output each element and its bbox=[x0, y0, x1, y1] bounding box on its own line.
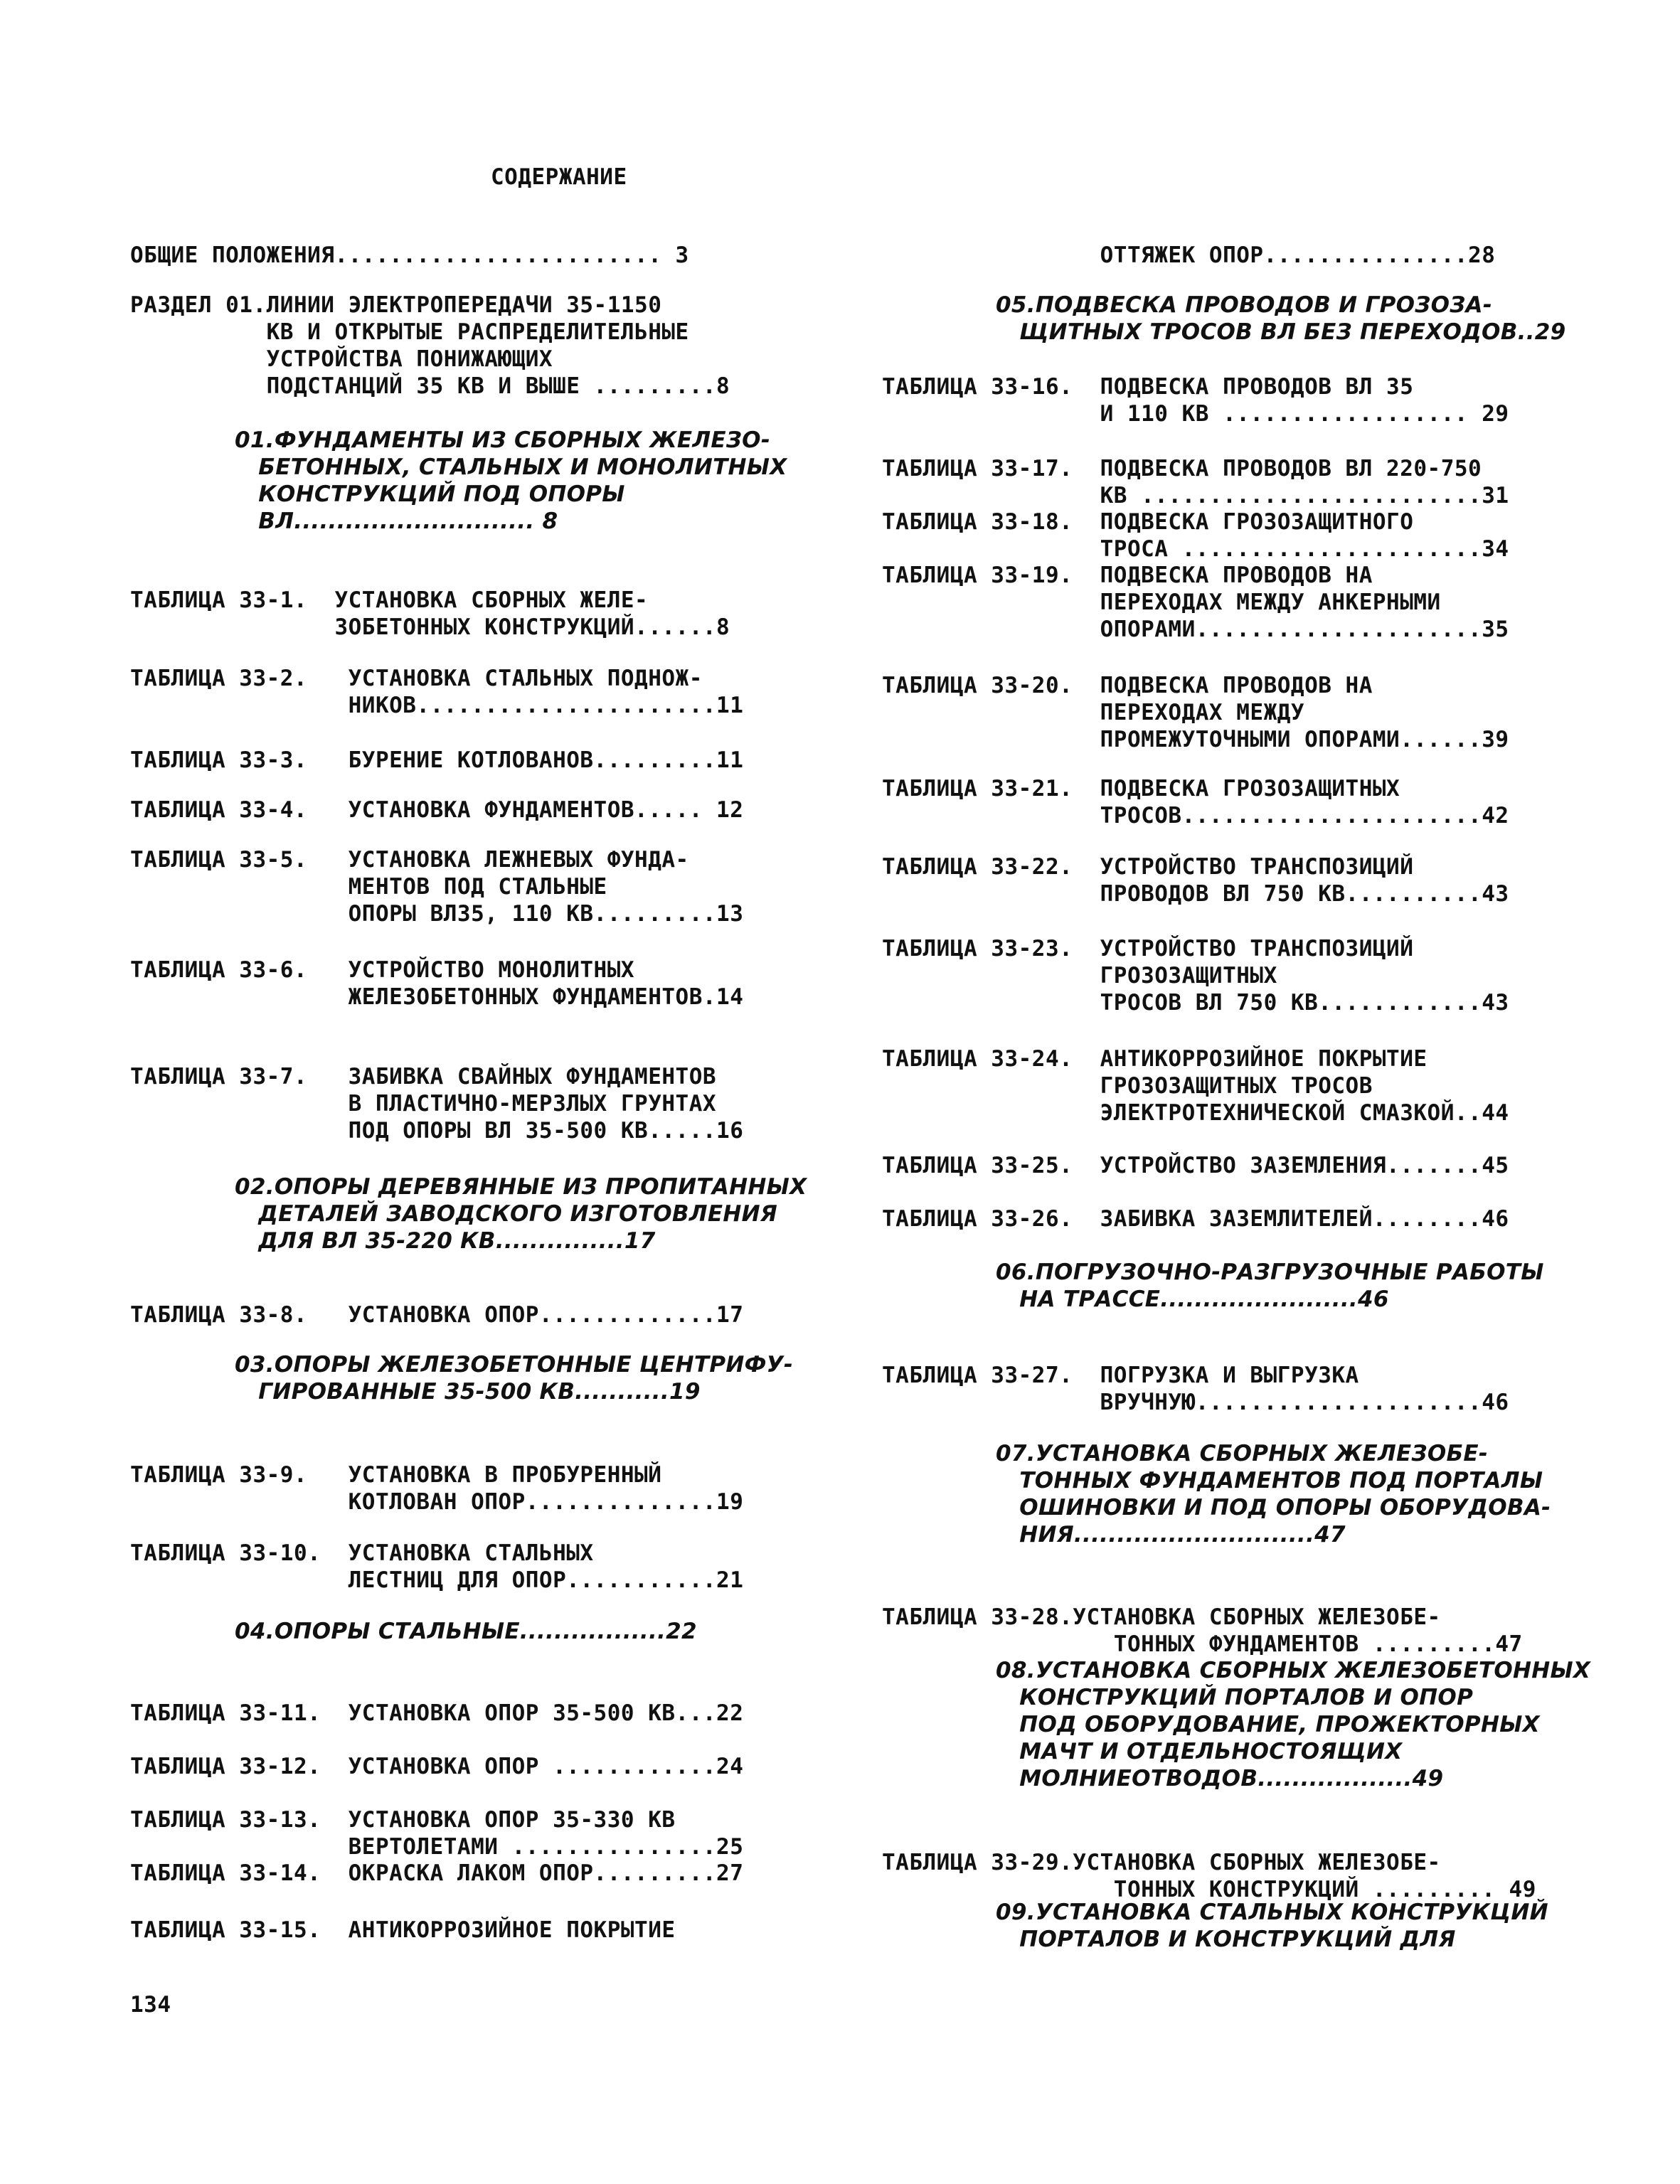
toc-section-heading bbox=[996, 1657, 1590, 1792]
toc-entry-line: ОТТЯЖЕК ОПОР...............28 bbox=[882, 243, 1496, 268]
toc-entry bbox=[130, 1806, 743, 1860]
toc-entry-line: 04.ОПОРЫ СТАЛЬНЫЕ.................22 bbox=[235, 1619, 697, 1644]
toc-entry-line: ТАБЛИЦА 33-27. ПОГРУЗКА И ВЫГРУЗКА bbox=[882, 1363, 1359, 1388]
toc-entry-line: ЭЛЕКТРОТЕХНИЧЕСКОЙ СМАЗКОЙ..44 bbox=[882, 1100, 1509, 1126]
toc-entry bbox=[130, 1860, 743, 1887]
toc-entry bbox=[130, 957, 743, 1011]
toc-entry-line: ПОРТАЛОВ И КОНСТРУКЦИЙ ДЛЯ bbox=[996, 1927, 1456, 1952]
toc-entry-line: ТРОСА ......................34 bbox=[882, 536, 1509, 562]
toc-entry-line: МАЧТ И ОТДЕЛЬНОСТОЯЩИХ bbox=[996, 1739, 1403, 1764]
toc-section-heading bbox=[235, 1351, 793, 1405]
toc-entry bbox=[130, 1301, 743, 1328]
page-title: СОДЕРЖАНИЕ bbox=[491, 164, 627, 190]
page-number: 134 bbox=[130, 1992, 171, 2018]
toc-entry-line: ТАБЛИЦА 33-13. УСТАНОВКА ОПОР 35-330 КВ bbox=[130, 1807, 676, 1833]
toc-entry-line: КВ .........................31 bbox=[882, 483, 1509, 508]
toc-entry bbox=[882, 1045, 1509, 1126]
toc-entry-line: ОШИНОВКИ И ПОД ОПОРЫ ОБОРУДОВА- bbox=[996, 1495, 1551, 1520]
toc-entry bbox=[130, 1700, 743, 1727]
toc-entry bbox=[882, 1152, 1509, 1179]
toc-entry bbox=[130, 242, 689, 269]
toc-entry bbox=[882, 455, 1509, 509]
toc-entry-line: ТАБЛИЦА 33-29.УСТАНОВКА СБОРНЫХ ЖЕЛЕЗОБЕ- bbox=[882, 1850, 1441, 1875]
toc-entry bbox=[130, 747, 743, 774]
toc-entry-line: 07.УСТАНОВКА СБОРНЫХ ЖЕЛЕЗОБЕ- bbox=[996, 1441, 1489, 1466]
toc-entry-line: БЕТОННЫХ, СТАЛЬНЫХ И МОНОЛИТНЫХ bbox=[235, 454, 787, 480]
toc-entry-line: ГРОЗОЗАЩИТНЫХ bbox=[882, 963, 1277, 989]
toc-entry-line: ТАБЛИЦА 33-28.УСТАНОВКА СБОРНЫХ ЖЕЛЕЗОБЕ- bbox=[882, 1604, 1441, 1630]
toc-entry bbox=[130, 1540, 743, 1594]
toc-entry-line: ТАБЛИЦА 33-7. ЗАБИВКА СВАЙНЫХ ФУНДАМЕНТОВ bbox=[130, 1064, 717, 1090]
toc-entry-line: 05.ПОДВЕСКА ПРОВОДОВ И ГРОЗОЗА- bbox=[996, 292, 1493, 318]
toc-entry-line: ТАБЛИЦА 33-3. БУРЕНИЕ КОТЛОВАНОВ.........11 bbox=[130, 747, 744, 773]
toc-entry-line: ТАБЛИЦА 33-16. ПОДВЕСКА ПРОВОДОВ ВЛ 35 bbox=[882, 374, 1414, 400]
toc-entry-line: ТАБЛИЦА 33-17. ПОДВЕСКА ПРОВОДОВ ВЛ 220-750 bbox=[882, 456, 1482, 481]
toc-entry-line: ТАБЛИЦА 33-15. АНТИКОРРОЗИЙНОЕ ПОКРЫТИЕ bbox=[130, 1917, 676, 1943]
toc-entry bbox=[130, 665, 743, 719]
toc-entry bbox=[130, 1063, 743, 1144]
toc-entry-line: ЗОБЕТОННЫХ КОНСТРУКЦИЙ......8 bbox=[130, 614, 730, 640]
toc-entry-line: ТАБЛИЦА 33-4. УСТАНОВКА ФУНДАМЕНТОВ..... 12 bbox=[130, 797, 744, 823]
toc-entry-line: 09.УСТАНОВКА СТАЛЬНЫХ КОНСТРУКЦИЙ bbox=[996, 1900, 1548, 1925]
toc-entry-line: ТАБЛИЦА 33-18. ПОДВЕСКА ГРОЗОЗАЩИТНОГО bbox=[882, 509, 1414, 535]
toc-entry bbox=[130, 587, 730, 641]
toc-entry-line: ТАБЛИЦА 33-5. УСТАНОВКА ЛЕЖНЕВЫХ ФУНДА- bbox=[130, 847, 689, 873]
toc-entry-line: ТАБЛИЦА 33-21. ПОДВЕСКА ГРОЗОЗАЩИТНЫХ bbox=[882, 776, 1400, 801]
toc-entry-line: ВЛ............................ 8 bbox=[235, 508, 558, 534]
toc-entry-line: 06.ПОГРУЗОЧНО-РАЗГРУЗОЧНЫЕ РАБОТЫ bbox=[996, 1259, 1544, 1285]
toc-entry bbox=[882, 373, 1509, 427]
toc-entry-line: ОБЩИЕ ПОЛОЖЕНИЯ........................ 3 bbox=[130, 243, 689, 268]
toc-entry bbox=[130, 1753, 743, 1780]
toc-entry-line: ПОД ОПОРЫ ВЛ 35-500 КВ.....16 bbox=[130, 1118, 744, 1144]
toc-entry-line: МЕНТОВ ПОД СТАЛЬНЫЕ bbox=[130, 874, 607, 900]
toc-entry-line: ТРОСОВ ВЛ 750 КВ............43 bbox=[882, 990, 1509, 1016]
toc-entry-line: ПЕРЕХОДАХ МЕЖДУ bbox=[882, 700, 1305, 725]
toc-entry-line: КОТЛОВАН ОПОР..............19 bbox=[130, 1489, 744, 1515]
toc-entry-line: ПРОВОДОВ ВЛ 750 КВ..........43 bbox=[882, 881, 1509, 907]
toc-entry bbox=[882, 1205, 1509, 1232]
toc-entry-line: ТОННЫХ ФУНДАМЕНТОВ ПОД ПОРТАЛЫ bbox=[996, 1468, 1543, 1493]
toc-entry-line: ЛЕСТНИЦ ДЛЯ ОПОР...........21 bbox=[130, 1567, 744, 1593]
toc-entry-line: УСТРОЙСТВА ПОНИЖАЮЩИХ bbox=[130, 346, 553, 372]
toc-entry-line: ТАБЛИЦА 33-2. УСТАНОВКА СТАЛЬНЫХ ПОДНОЖ- bbox=[130, 666, 703, 691]
toc-entry bbox=[882, 775, 1509, 829]
toc-section-heading bbox=[235, 1173, 807, 1255]
toc-entry bbox=[130, 1917, 676, 1944]
toc-entry-line: ТАБЛИЦА 33-10. УСТАНОВКА СТАЛЬНЫХ bbox=[130, 1540, 594, 1566]
toc-entry-line: ТАБЛИЦА 33-24. АНТИКОРРОЗИЙНОЕ ПОКРЫТИЕ bbox=[882, 1046, 1428, 1072]
toc-section-heading bbox=[996, 1899, 1548, 1953]
toc-entry bbox=[882, 1849, 1536, 1903]
toc-entry-line: ТАБЛИЦА 33-23. УСТРОЙСТВО ТРАНСПОЗИЦИЙ bbox=[882, 936, 1414, 962]
toc-entry bbox=[882, 1362, 1509, 1416]
toc-entry-line: 03.ОПОРЫ ЖЕЛЕЗОБЕТОННЫЕ ЦЕНТРИФУ- bbox=[235, 1352, 794, 1378]
toc-entry-line: КОНСТРУКЦИЙ ПОРТАЛОВ И ОПОР bbox=[996, 1685, 1474, 1710]
toc-entry-line: НИКОВ......................11 bbox=[130, 693, 744, 718]
toc-entry-line: ТАБЛИЦА 33-19. ПОДВЕСКА ПРОВОДОВ НА bbox=[882, 563, 1373, 588]
toc-entry-line: ОПОРАМИ.....................35 bbox=[882, 617, 1509, 642]
toc-entry-line: ПРОМЕЖУТОЧНЫМИ ОПОРАМИ......39 bbox=[882, 727, 1509, 752]
toc-entry-line: ТАБЛИЦА 33-22. УСТРОЙСТВО ТРАНСПОЗИЦИЙ bbox=[882, 854, 1414, 880]
toc-entry-line: ТАБЛИЦА 33-1. УСТАНОВКА СБОРНЫХ ЖЕЛЕ- bbox=[130, 587, 649, 613]
toc-entry-line: ДЕТАЛЕЙ ЗАВОДСКОГО ИЗГОТОВЛЕНИЯ bbox=[235, 1201, 777, 1227]
toc-entry-line: И 110 КВ .................. 29 bbox=[882, 401, 1509, 427]
toc-entry-line: РАЗДЕЛ 01.ЛИНИИ ЭЛЕКТРОПЕРЕДАЧИ 35-1150 bbox=[130, 292, 662, 318]
toc-entry-line: ПОДСТАНЦИЙ 35 КВ И ВЫШЕ .........8 bbox=[130, 373, 730, 399]
toc-entry-line: ТАБЛИЦА 33-25. УСТРОЙСТВО ЗАЗЕМЛЕНИЯ.......45 bbox=[882, 1153, 1509, 1178]
toc-entry-line: ГИРОВАННЫЕ 35-500 КВ...........19 bbox=[235, 1379, 701, 1405]
toc-entry-line: ОПОРЫ ВЛ35, 110 КВ.........13 bbox=[130, 901, 744, 927]
toc-entry bbox=[130, 292, 730, 400]
toc-entry-line: ТАБЛИЦА 33-6. УСТРОЙСТВО МОНОЛИТНЫХ bbox=[130, 957, 635, 983]
toc-entry-line: ПЕРЕХОДАХ МЕЖДУ АНКЕРНЫМИ bbox=[882, 590, 1441, 615]
toc-entry bbox=[882, 935, 1509, 1016]
toc-entry-line: 01.ФУНДАМЕНТЫ ИЗ СБОРНЫХ ЖЕЛЕЗО- bbox=[235, 427, 770, 453]
toc-entry-line: 08.УСТАНОВКА СБОРНЫХ ЖЕЛЕЗОБЕТОННЫХ bbox=[996, 1658, 1591, 1683]
toc-entry bbox=[882, 508, 1509, 563]
toc-entry-line: НИЯ............................47 bbox=[996, 1522, 1346, 1548]
toc-entry-line: ПОД ОБОРУДОВАНИЕ, ПРОЖЕКТОРНЫХ bbox=[996, 1712, 1540, 1737]
toc-entry-line: КОНСТРУКЦИЙ ПОД ОПОРЫ bbox=[235, 481, 625, 507]
toc-entry bbox=[882, 562, 1509, 643]
toc-entry bbox=[882, 672, 1509, 753]
toc-entry-line: ЩИТНЫХ ТРОСОВ ВЛ БЕЗ ПЕРЕХОДОВ..29 bbox=[996, 319, 1566, 345]
toc-entry-line: 02.ОПОРЫ ДЕРЕВЯННЫЕ ИЗ ПРОПИТАННЫХ bbox=[235, 1174, 807, 1200]
toc-section-heading bbox=[996, 1259, 1544, 1313]
toc-section-heading bbox=[235, 427, 787, 535]
toc-entry-line: ТАБЛИЦА 33-12. УСТАНОВКА ОПОР ............24 bbox=[130, 1754, 744, 1779]
toc-entry-line: ТАБЛИЦА 33-26. ЗАБИВКА ЗАЗЕМЛИТЕЛЕЙ........46 bbox=[882, 1206, 1509, 1232]
toc-section-heading bbox=[996, 1440, 1551, 1548]
toc-entry-line: ЖЕЛЕЗОБЕТОННЫХ ФУНДАМЕНТОВ.14 bbox=[130, 984, 744, 1010]
toc-entry-line: ВРУЧНУЮ.....................46 bbox=[882, 1390, 1509, 1415]
toc-entry-line: ГРОЗОЗАЩИТНЫХ ТРОСОВ bbox=[882, 1073, 1373, 1099]
toc-entry bbox=[130, 1461, 743, 1516]
toc-entry bbox=[130, 797, 743, 824]
toc-entry-line: ТОННЫХ КОНСТРУКЦИЙ ......... 49 bbox=[882, 1877, 1536, 1902]
toc-entry-line: ТАБЛИЦА 33-8. УСТАНОВКА ОПОР.............17 bbox=[130, 1302, 744, 1328]
toc-entry-line: В ПЛАСТИЧНО-МЕРЗЛЫХ ГРУНТАХ bbox=[130, 1091, 717, 1117]
toc-section-heading bbox=[996, 292, 1566, 346]
toc-entry-line: МОЛНИЕОТВОДОВ..................49 bbox=[996, 1766, 1444, 1791]
toc-entry-line: ТАБЛИЦА 33-20. ПОДВЕСКА ПРОВОДОВ НА bbox=[882, 673, 1373, 698]
toc-entry-line: ДЛЯ ВЛ 35-220 КВ...............17 bbox=[235, 1228, 656, 1254]
toc-entry-line: ТАБЛИЦА 33-9. УСТАНОВКА В ПРОБУРЕННЫЙ bbox=[130, 1462, 662, 1488]
toc-entry-line: ВЕРТОЛЕТАМИ ...............25 bbox=[130, 1834, 744, 1860]
toc-entry bbox=[882, 853, 1509, 907]
toc-entry-line: ТОННЫХ ФУНДАМЕНТОВ .........47 bbox=[882, 1631, 1523, 1657]
toc-entry-line: ТАБЛИЦА 33-14. ОКРАСКА ЛАКОМ ОПОР.........27 bbox=[130, 1860, 744, 1886]
toc-entry-line: НА ТРАССЕ.......................46 bbox=[996, 1287, 1389, 1312]
toc-entry-line: КВ И ОТКРЫТЫЕ РАСПРЕДЕЛИТЕЛЬНЫЕ bbox=[130, 319, 689, 345]
toc-section-heading bbox=[235, 1618, 697, 1645]
toc-entry bbox=[882, 242, 1495, 269]
toc-entry bbox=[130, 846, 743, 927]
toc-entry bbox=[882, 1604, 1523, 1658]
toc-entry-line: ТРОСОВ......................42 bbox=[882, 803, 1509, 829]
toc-entry-line: ТАБЛИЦА 33-11. УСТАНОВКА ОПОР 35-500 КВ...22 bbox=[130, 1700, 744, 1726]
